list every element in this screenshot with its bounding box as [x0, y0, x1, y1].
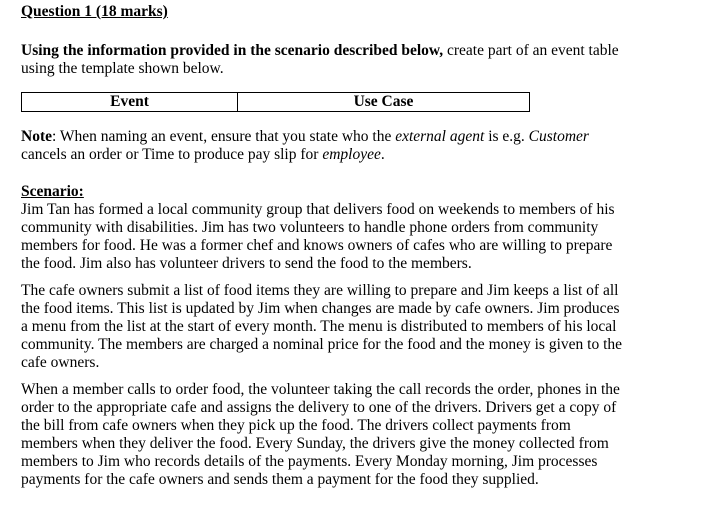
scenario-heading: Scenario:	[21, 183, 84, 200]
note-part-2: is e.g.	[484, 128, 529, 145]
instruction-rest: create part of an event table using the template shown below.	[21, 42, 619, 77]
note-label: Note	[21, 128, 52, 145]
event-column-header: Event	[22, 93, 238, 112]
note-part-3: cancels an order or Time to produce pay slip for	[21, 146, 323, 163]
instruction-bold: Using the information provided in the scenario described below,	[21, 42, 444, 59]
note-italic-customer: Customer	[528, 128, 589, 145]
note-part-1: : When naming an event, ensure that you state who the	[52, 128, 396, 145]
note-italic-employee: employee	[322, 146, 381, 163]
event-table-template	[21, 92, 530, 112]
note-part-4: .	[380, 146, 385, 163]
scenario-paragraph-3: When a member calls to order food, the volunteer taking the call records the order, phones in the order to the appropriate cafe and assigns the delivery to one of the drivers. Drivers get a copy of the bill from cafe owners when they pick up the food. The drivers collect payments from members when they deliver the food. Every Sunday, the drivers give the money collected from members to Jim who records details of the payments. Every Monday morning, Jim processes payments for the cafe owners and sends them a payment for the food they supplied.	[21, 381, 620, 488]
question-title: Question 1 (18 marks)	[21, 3, 168, 20]
instruction-text	[21, 42, 621, 78]
note-text	[21, 128, 621, 164]
event-table-header-row	[22, 93, 530, 112]
scenario-paragraph-2: The cafe owners submit a list of food items they are willing to prepare and Jim keeps a list of all the food items. This list is updated by Jim when changes are made by cafe owners. Jim produces a menu from the list at the start of every month. The menu is distributed to members of his local community. The members are charged a nominal price for the food and the money is given to the cafe owners.	[21, 282, 623, 371]
scenario-paragraph-1: Jim Tan has formed a local community group that delivers food on weekends to members of his community with disabilities. Jim has two volunteers to handle phone orders from community members for food. He was a former chef and knows owners of cafes who are willing to prepare the food. Jim also has volunteer drivers to send the food to the members.	[21, 201, 615, 272]
document-page	[21, 2, 711, 489]
note-italic-external-agent: external agent	[395, 128, 485, 145]
use-case-column-header: Use Case	[238, 93, 530, 112]
